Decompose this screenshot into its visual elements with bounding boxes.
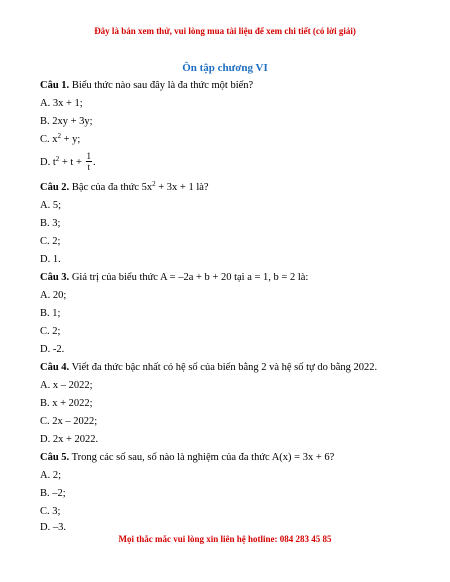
option-5b: B. –2; [40,488,66,499]
option-2a: A. 5; [40,200,62,211]
question-3 [40,272,308,284]
option-5c: C. 3; [40,506,61,517]
option-3c: C. 2; [40,326,61,337]
option-1b: B. 2xy + 3y; [40,116,93,127]
option-5d: D. –3. [40,522,66,533]
option-1c: C. $x^2 + y$; [40,132,81,145]
option-3b: B. 1; [40,308,61,319]
question-label: Câu 3. [40,272,70,283]
option-2c: C. 2; [40,236,61,247]
option-4b: B. x + 2022; [40,398,93,409]
question-text: Giá trị của biểu thức A = –2a + b + 20 tại a = 1, b = 2 là: [69,272,309,283]
question-1 [40,80,253,92]
option-2d: D. 1. [40,254,61,265]
question-label: Câu 4. [40,362,70,373]
question-2: Câu 2. Bậc của đa thức $5x^2 + 3x + 1$ là? [40,180,209,193]
fraction: $\frac{1}{t}$ [86,151,92,172]
option-3d: D. -2. [40,344,65,355]
question-label: Câu 5. [40,452,70,463]
option-5a: A. 2; [40,470,62,481]
question-text: Biểu thức nào sau đây là đa thức một biến? [69,80,254,91]
hotline-notice: Mọi thắc mắc vui lòng xin liên hệ hotline: 084 283 45 85 [118,534,332,544]
question-text: Trong các số sau, số nào là nghiệm của đa thức A(x) = 3x + 6? [69,452,335,463]
option-1d: D. $t^2 + t$ + $\frac{1}{t}$ . [40,151,96,172]
option-2b: B. 3; [40,218,61,229]
question-label: Câu 2. [40,182,70,193]
option-4a: A. x – 2022; [40,380,93,391]
preview-notice: Đây là bản xem thử, vui lòng mua tài liệu để xem chi tiết (có lời giải) [94,26,356,36]
question-4 [40,362,377,374]
option-1a: A. 3x + 1; [40,98,83,109]
option-4d: D. 2x + 2022. [40,434,99,445]
option-3a: A. 20; [40,290,67,301]
option-4c: C. 2x – 2022; [40,416,98,427]
question-label: Câu 1. [40,80,70,91]
question-text: Viết đa thức bậc nhất có hệ số của biến bằng 2 và hệ số tự do bằng 2022. [69,362,378,373]
question-5 [40,452,334,464]
page-title: Ôn tập chương VI [182,62,268,74]
